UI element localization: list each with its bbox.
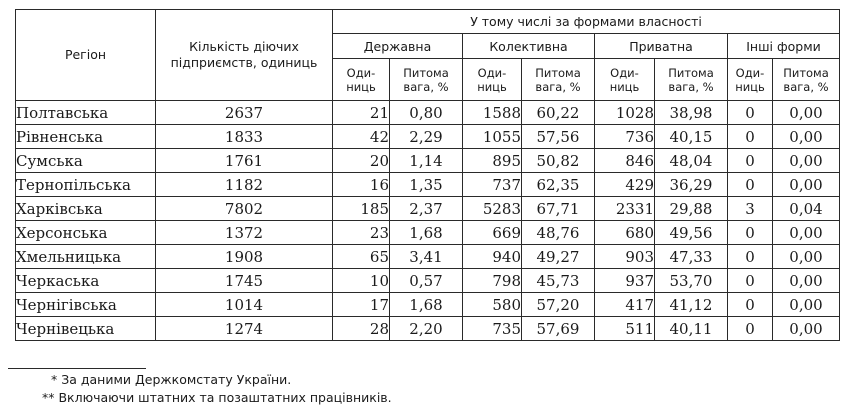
collective-units-cell: 5283 [463, 197, 522, 221]
other-share-cell: 0,00 [773, 221, 840, 245]
total-cell: 1745 [156, 269, 333, 293]
private-share-cell: 29,88 [655, 197, 728, 221]
private-share-cell: 47,33 [655, 245, 728, 269]
collective-share-cell: 62,35 [522, 173, 595, 197]
collective-units-cell: 1055 [463, 125, 522, 149]
private-units-cell: 429 [595, 173, 655, 197]
footnote-divider [8, 368, 146, 369]
private-units-cell: 2331 [595, 197, 655, 221]
units-label-line2: ниць [477, 79, 507, 94]
count-header-line1: Кількість діючих [189, 39, 299, 54]
total-cell: 1761 [156, 149, 333, 173]
state-share-cell: 0,80 [390, 101, 463, 125]
collective-units-cell: 895 [463, 149, 522, 173]
table-row [16, 293, 840, 317]
total-cell: 1833 [156, 125, 333, 149]
state-units-cell: 21 [333, 101, 390, 125]
private-units-cell: 417 [595, 293, 655, 317]
form-header-other: Інші форми [728, 34, 840, 59]
state-share-cell: 3,41 [390, 245, 463, 269]
state-share-cell: 2,37 [390, 197, 463, 221]
total-cell: 7802 [156, 197, 333, 221]
private-share-cell: 40,15 [655, 125, 728, 149]
region-header: Регіон [16, 10, 156, 101]
other-units-cell: 0 [728, 269, 773, 293]
units-label-line2: ниць [735, 79, 765, 94]
table-header [16, 10, 840, 101]
other-units-cell: 0 [728, 125, 773, 149]
units-label-line2: ниць [609, 79, 640, 94]
enterprises-table [15, 9, 840, 341]
other-units-cell: 0 [728, 221, 773, 245]
share-subheader-other [773, 59, 840, 101]
collective-share-cell: 45,73 [522, 269, 595, 293]
units-label-line1: Оди- [735, 65, 765, 80]
state-units-cell: 65 [333, 245, 390, 269]
units-label-line1: Оди- [610, 65, 639, 80]
other-share-cell: 0,00 [773, 101, 840, 125]
other-units-cell: 3 [728, 197, 773, 221]
collective-share-cell: 57,56 [522, 125, 595, 149]
count-header [156, 10, 333, 101]
collective-share-cell: 67,71 [522, 197, 595, 221]
total-cell: 1908 [156, 245, 333, 269]
state-units-cell: 10 [333, 269, 390, 293]
collective-share-cell: 57,69 [522, 317, 595, 341]
state-share-cell: 2,20 [390, 317, 463, 341]
share-label-line2: вага, % [403, 79, 449, 94]
state-share-cell: 1,14 [390, 149, 463, 173]
total-cell: 1014 [156, 293, 333, 317]
other-units-cell: 0 [728, 317, 773, 341]
units-subheader-other [728, 59, 773, 101]
collective-units-cell: 737 [463, 173, 522, 197]
table-row [16, 197, 840, 221]
region-cell: Черкаська [16, 269, 156, 293]
other-share-cell: 0,04 [773, 197, 840, 221]
table-row [16, 101, 840, 125]
table-body [16, 101, 840, 341]
private-share-cell: 38,98 [655, 101, 728, 125]
other-units-cell: 0 [728, 173, 773, 197]
state-share-cell: 0,57 [390, 269, 463, 293]
other-share-cell: 0,00 [773, 269, 840, 293]
other-share-cell: 0,00 [773, 293, 840, 317]
state-units-cell: 42 [333, 125, 390, 149]
collective-share-cell: 57,20 [522, 293, 595, 317]
collective-units-cell: 1588 [463, 101, 522, 125]
other-share-cell: 0,00 [773, 125, 840, 149]
region-cell: Полтавська [16, 101, 156, 125]
table-row [16, 317, 840, 341]
units-subheader-state [333, 59, 390, 101]
private-units-cell: 937 [595, 269, 655, 293]
state-share-cell: 1,35 [390, 173, 463, 197]
collective-share-cell: 50,82 [522, 149, 595, 173]
collective-units-cell: 669 [463, 221, 522, 245]
table-row [16, 149, 840, 173]
collective-units-cell: 798 [463, 269, 522, 293]
private-share-cell: 36,29 [655, 173, 728, 197]
state-share-cell: 1,68 [390, 293, 463, 317]
state-units-cell: 185 [333, 197, 390, 221]
total-cell: 1182 [156, 173, 333, 197]
units-label-line1: Оди- [346, 65, 376, 80]
footnote-source: * За даними Держкомстату України. [51, 372, 292, 387]
private-share-cell: 49,56 [655, 221, 728, 245]
private-units-cell: 903 [595, 245, 655, 269]
other-units-cell: 0 [728, 293, 773, 317]
other-units-cell: 0 [728, 149, 773, 173]
collective-units-cell: 580 [463, 293, 522, 317]
other-units-cell: 0 [728, 245, 773, 269]
table-row [16, 125, 840, 149]
share-label-line2: вага, % [668, 79, 714, 94]
total-cell: 1372 [156, 221, 333, 245]
table-row [16, 173, 840, 197]
state-share-cell: 1,68 [390, 221, 463, 245]
other-units-cell: 0 [728, 101, 773, 125]
region-cell: Сумська [16, 149, 156, 173]
units-label-line1: Оди- [477, 65, 507, 80]
collective-units-cell: 940 [463, 245, 522, 269]
other-share-cell: 0,00 [773, 317, 840, 341]
private-share-cell: 40,11 [655, 317, 728, 341]
footnote-staff: ** Включаючи штатних та позаштатних працівників. [42, 390, 392, 405]
private-units-cell: 736 [595, 125, 655, 149]
other-share-cell: 0,00 [773, 245, 840, 269]
region-cell: Рівненська [16, 125, 156, 149]
state-units-cell: 20 [333, 149, 390, 173]
table-row [16, 245, 840, 269]
region-cell: Чернівецька [16, 317, 156, 341]
share-subheader-collective [522, 59, 595, 101]
collective-share-cell: 48,76 [522, 221, 595, 245]
table-row [16, 269, 840, 293]
units-subheader-private [595, 59, 655, 101]
private-share-cell: 48,04 [655, 149, 728, 173]
state-units-cell: 28 [333, 317, 390, 341]
form-header-state: Державна [333, 34, 463, 59]
state-units-cell: 23 [333, 221, 390, 245]
share-label-line2: вага, % [535, 79, 581, 94]
private-units-cell: 1028 [595, 101, 655, 125]
private-share-cell: 53,70 [655, 269, 728, 293]
units-subheader-collective [463, 59, 522, 101]
collective-share-cell: 49,27 [522, 245, 595, 269]
other-share-cell: 0,00 [773, 149, 840, 173]
state-units-cell: 17 [333, 293, 390, 317]
form-header-private: Приватна [595, 34, 728, 59]
share-label-line1: Питома [783, 65, 829, 80]
region-cell: Херсонська [16, 221, 156, 245]
units-label-line2: ниць [346, 79, 376, 94]
other-share-cell: 0,00 [773, 173, 840, 197]
total-cell: 2637 [156, 101, 333, 125]
share-label-line1: Питома [403, 65, 449, 80]
private-share-cell: 41,12 [655, 293, 728, 317]
private-units-cell: 511 [595, 317, 655, 341]
region-cell: Чернігівська [16, 293, 156, 317]
form-header-collective: Колективна [463, 34, 595, 59]
table-row [16, 221, 840, 245]
total-cell: 1274 [156, 317, 333, 341]
share-subheader-private [655, 59, 728, 101]
count-header-line2: підприємств, одиниць [170, 55, 318, 70]
region-cell: Тернопільська [16, 173, 156, 197]
share-label-line2: вага, % [783, 79, 829, 94]
region-cell: Харківська [16, 197, 156, 221]
private-units-cell: 680 [595, 221, 655, 245]
collective-share-cell: 60,22 [522, 101, 595, 125]
collective-units-cell: 735 [463, 317, 522, 341]
private-units-cell: 846 [595, 149, 655, 173]
state-share-cell: 2,29 [390, 125, 463, 149]
state-units-cell: 16 [333, 173, 390, 197]
share-label-line1: Питома [535, 65, 581, 80]
share-subheader-state [390, 59, 463, 101]
ownership-group-header: У тому числі за формами власності [333, 10, 840, 34]
region-cell: Хмельницька [16, 245, 156, 269]
share-label-line1: Питома [668, 65, 714, 80]
